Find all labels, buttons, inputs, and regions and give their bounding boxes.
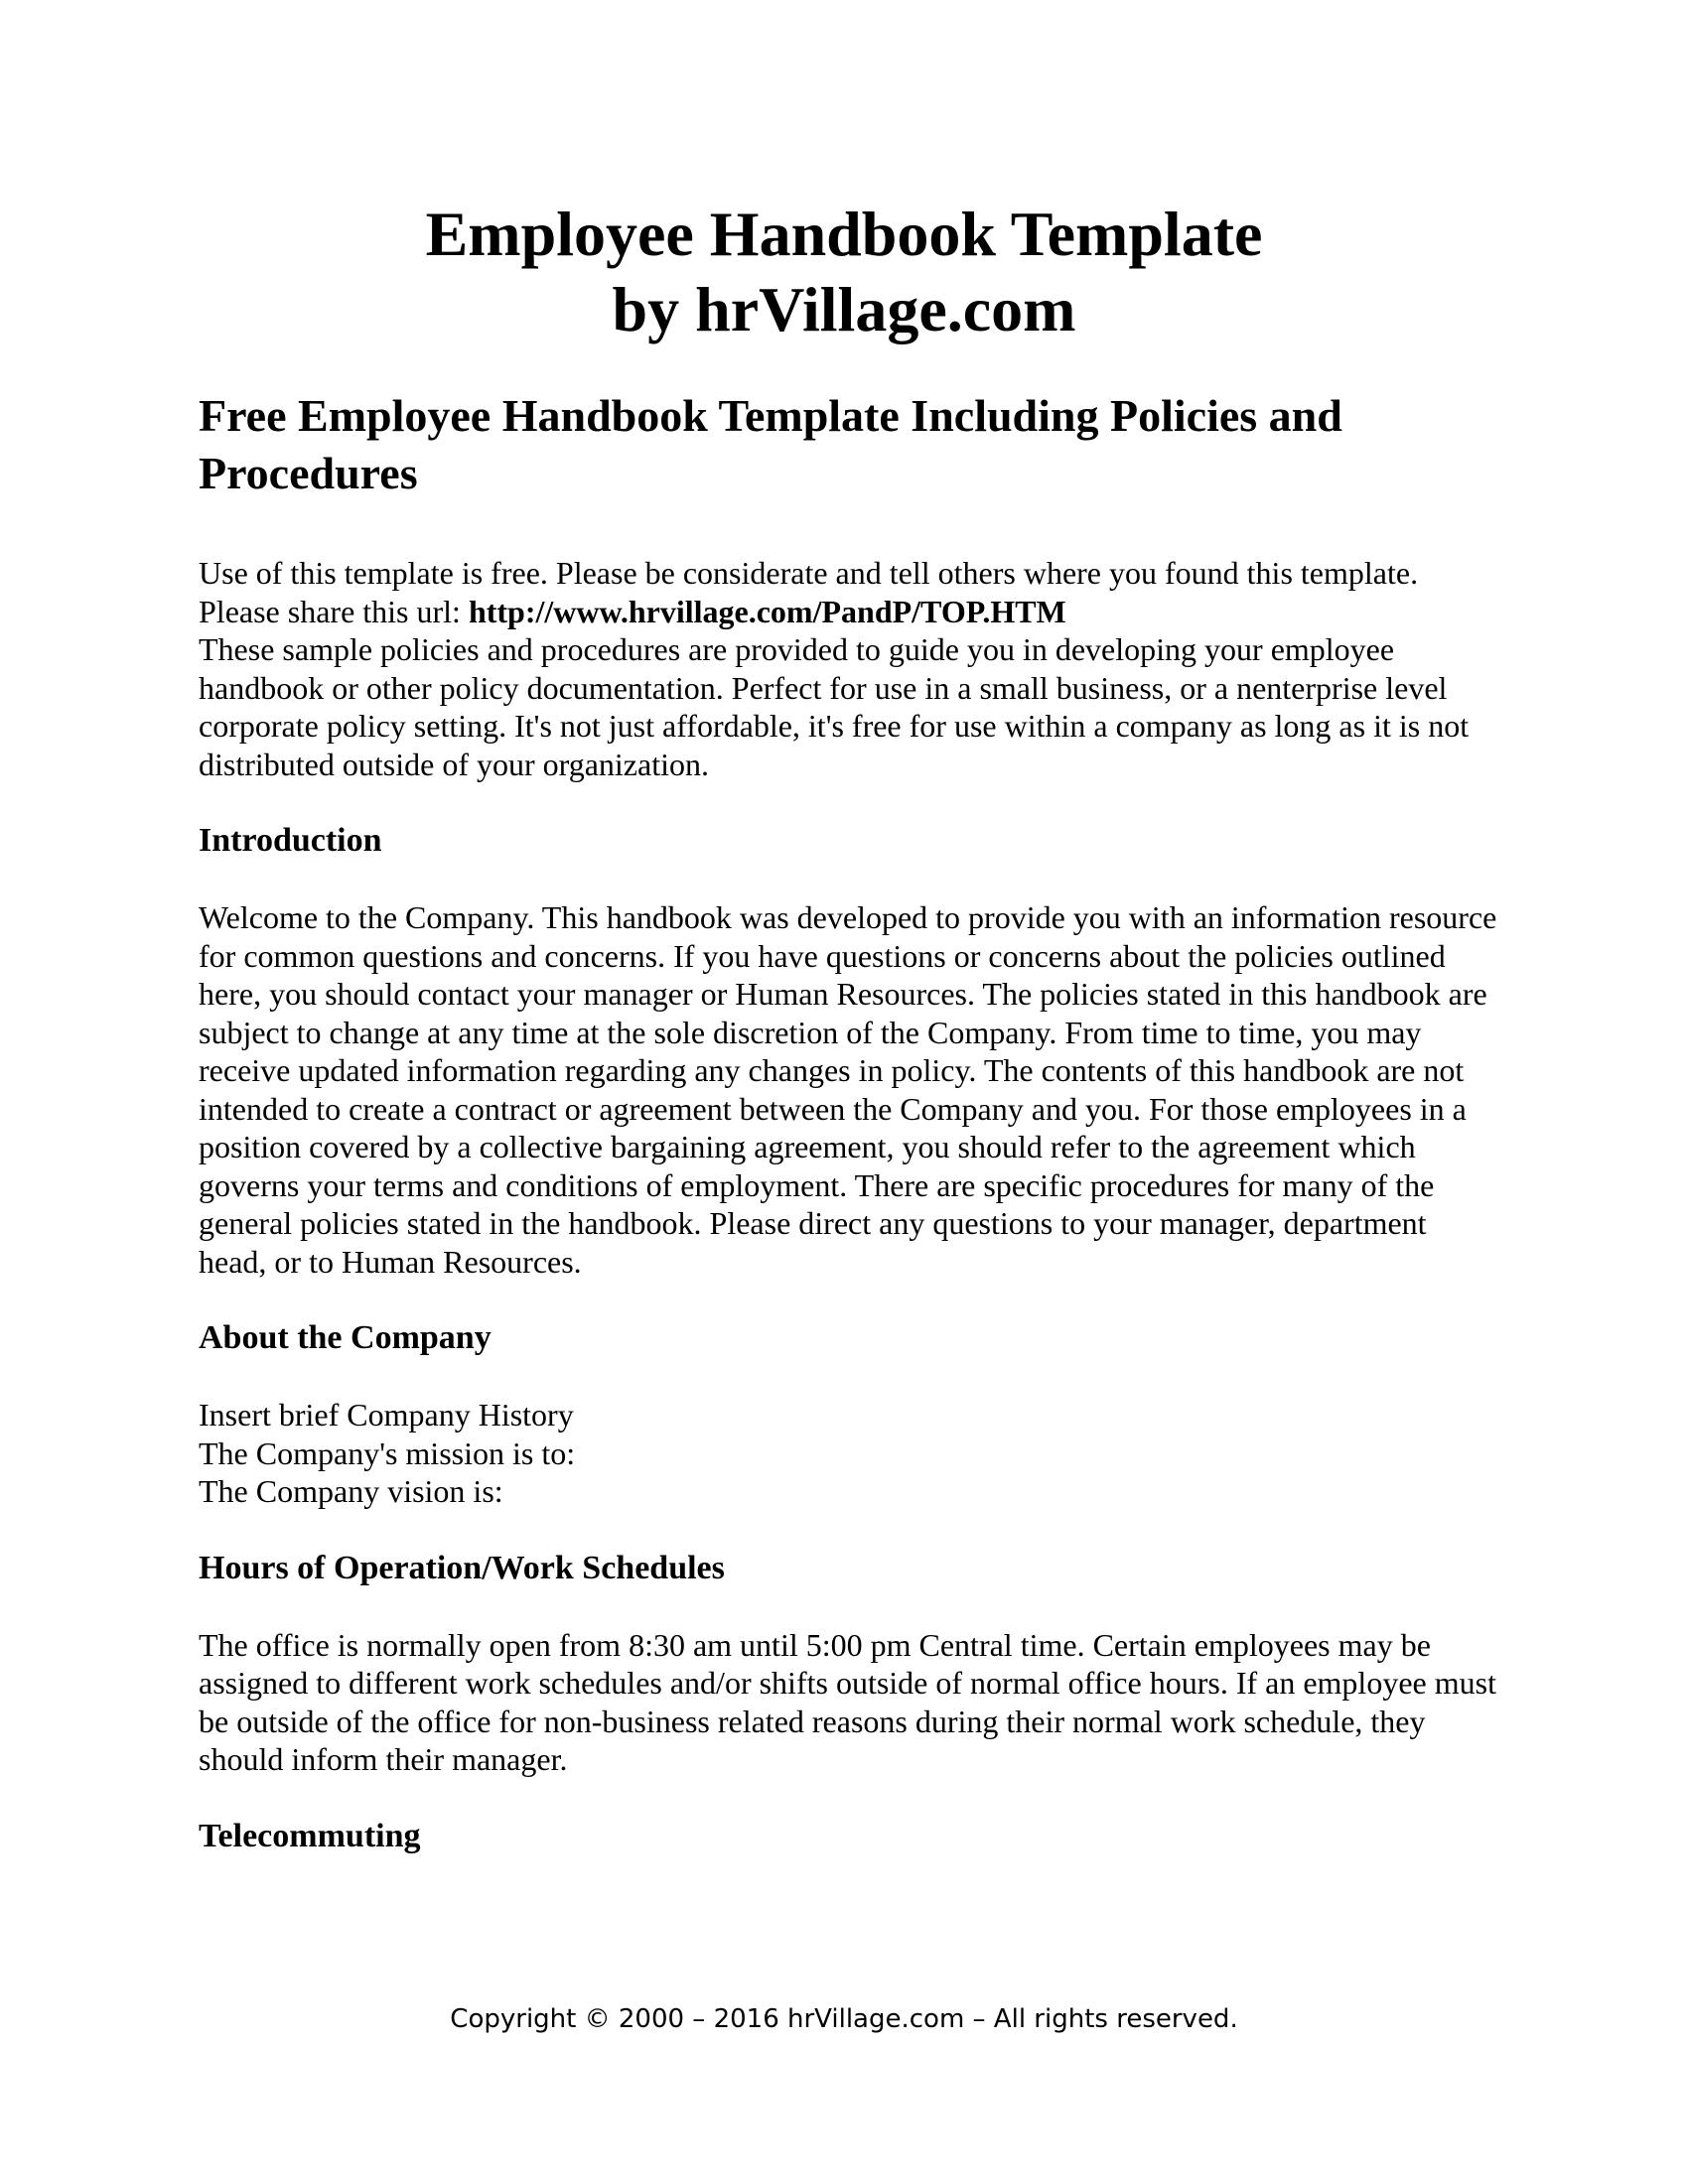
section-heading-about-company: About the Company (199, 1319, 492, 1356)
about-company-body (199, 1396, 1499, 1511)
intro-paragraph: These sample policies and procedures are provided to guide you in developing your employee handbook or other policy documentation. Perfect for use in a small business, or a nenterprise level corporate policy setting. It's not just affordable, it's free for use within a company as long as it is not distributed outside of your organization. (199, 631, 1470, 782)
company-mission-line: The Company's mission is to: (199, 1434, 576, 1471)
intro-block (199, 554, 1499, 783)
copyright-footer: Copyright © 2000 – 2016 hrVillage.com – All rights reserved. (450, 2004, 1238, 2034)
introduction-body: Welcome to the Company. This handbook was developed to provide you with an information resource for common questions and concerns. If you have questions or concerns about the policies outlined here, you should contact your manager or Human Resources. The policies stated in this handbook are subject to change at any time at the sole discretion of the Company. From time to time, you may receive updated information regarding any changes in policy. The contents of this handbook are not intended to create a contract or agreement between the Company and you. For those employees in a position covered by a collective bargaining agreement, you should refer to the agreement which governs your terms and conditions of employment. There are specific procedures for many of the general policies stated in the handbook. Please direct any questions to your manager, department head, or to Human Resources. (199, 899, 1497, 1280)
document-title-line-2: by hrVillage.com (612, 274, 1076, 344)
section-heading-telecommuting: Telecommuting (199, 1817, 421, 1854)
document-title-line-1: Employee Handbook Template (425, 199, 1263, 269)
intro-free-use-line: Use of this template is free. Please be considerate and tell others where you found this template. (199, 555, 1419, 591)
document-content (199, 387, 1499, 1894)
document-subtitle: Free Employee Handbook Template Including Policies and Procedures (199, 390, 1342, 498)
share-url-link[interactable]: http://www.hrvillage.com/PandP/TOP.HTM (468, 593, 1066, 629)
section-heading-introduction: Introduction (199, 822, 382, 859)
hours-body: The office is normally open from 8:30 am until 5:00 pm Central time. Certain employees may be assigned to different work schedules and/or shifts outside of normal office hours. If an employee must be outside of the office for non-business related reasons during their normal work schedule, they should inform their manager. (199, 1626, 1496, 1777)
section-heading-hours: Hours of Operation/Work Schedules (199, 1549, 725, 1586)
company-history-line: Insert brief Company History (199, 1397, 574, 1433)
company-vision-line: The Company vision is: (199, 1473, 503, 1509)
share-url-prefix: Please share this url: (199, 593, 469, 629)
